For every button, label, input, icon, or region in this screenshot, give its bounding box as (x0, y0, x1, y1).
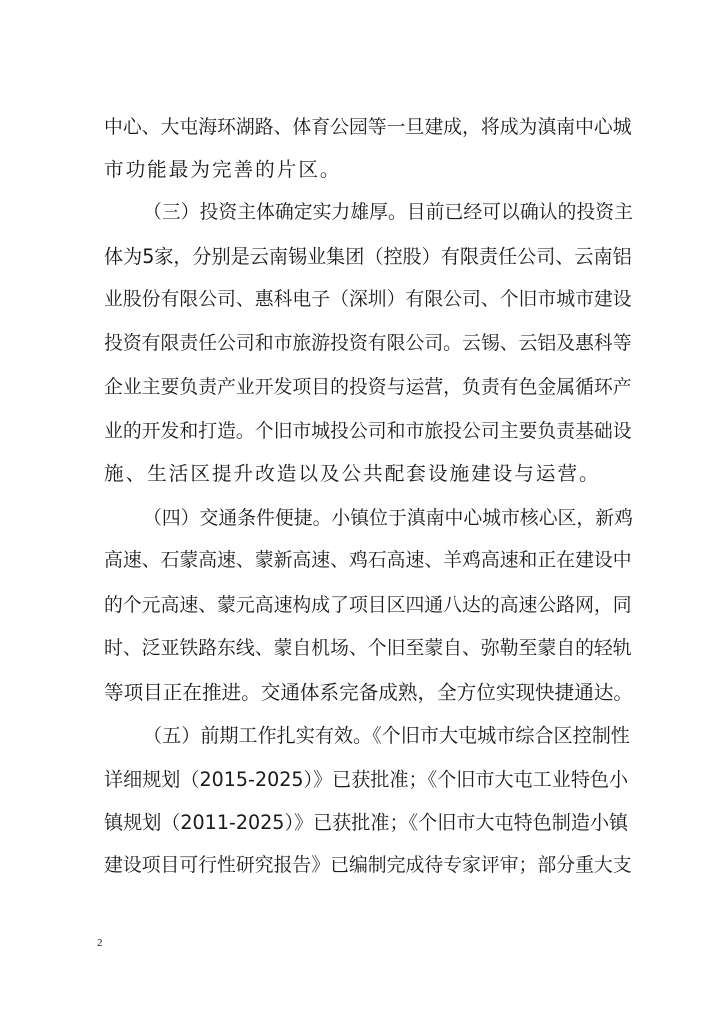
text-line: 详细规划（2015-2025）》已获批准；《个旧市大屯工业特色小 (104, 768, 629, 791)
text-line: 中心、大屯海环湖路、体育公园等一旦建成，将成为滇南中心城 (104, 117, 632, 138)
text-line: 时、泛亚铁路东线、蒙自机场、个旧至蒙自、弥勒至蒙自的轻轨 (104, 638, 632, 659)
text-line: 业股份有限公司、惠科电子（深圳）有限公司、个旧市城市建设 (104, 289, 632, 310)
text-line: 投资有限责任公司和市旅游投资有限公司。云锡、云铝及惠科等 (104, 333, 632, 354)
text-line: 镇规划（2011-2025）》已获批准；《个旧市大屯特色制造小镇 (104, 811, 629, 834)
text-line: 施、生活区提升改造以及公共配套设施建设与运营。 (104, 462, 601, 485)
paragraph-heading-line: （四）交通条件便捷。小镇位于滇南中心城市核心区，新鸡 (143, 508, 633, 529)
text-line: 市功能最为完善的片区。 (104, 158, 342, 181)
paragraph-heading-line: （五）前期工作扎实有效。《个旧市大屯城市综合区控制性 (143, 724, 630, 747)
text-line: 建设项目可行性研究报告》已编制完成待专家评审；部分重大支 (104, 855, 632, 876)
text-line: 的个元高速、蒙元高速构成了项目区四通八达的高速公路网，同 (104, 595, 632, 616)
text-line: 高速、石蒙高速、蒙新高速、鸡石高速、羊鸡高速和正在建设中 (104, 550, 632, 571)
paragraph-heading-line: （三）投资主体确定实力雄厚。目前已经可以确认的投资主 (143, 202, 633, 223)
text-line: 体为5家，分别是云南锡业集团（控股）有限责任公司、云南铝 (104, 245, 632, 268)
text-line: 业的开发和打造。个旧市城投公司和市旅投公司主要负责基础设 (104, 421, 632, 442)
text-line: 等项目正在推进。交通体系完备成熟，全方位实现快捷通达。 (104, 681, 634, 704)
text-line: 企业主要负责产业开发项目的投资与运营，负责有色金属循环产 (104, 377, 632, 398)
page-number: 2 (97, 937, 103, 949)
